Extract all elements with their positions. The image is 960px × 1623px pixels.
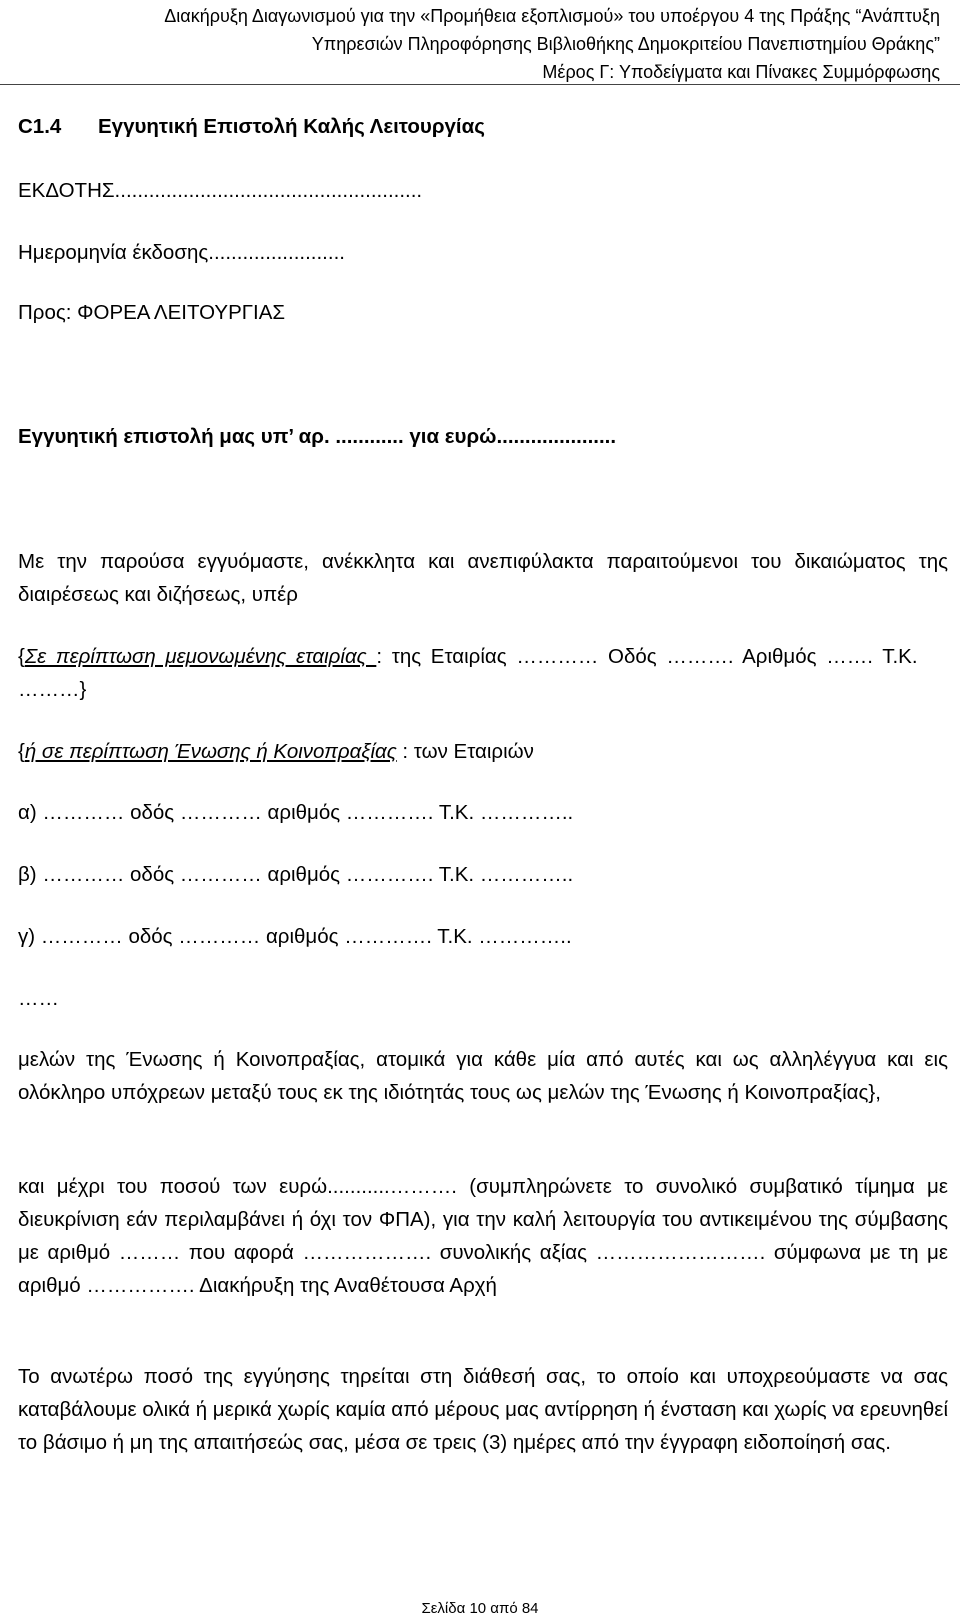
single-company-label: Σε περίπτωση μεμονωμένης εταιρίας bbox=[24, 645, 377, 668]
single-company-paragraph bbox=[18, 640, 918, 706]
union-details: : των Εταιριών bbox=[396, 740, 534, 763]
header-line-2: Υπηρεσιών Πληροφόρησης Βιβλιοθήκης Δημοκριτείου Πανεπιστημίου Θράκης” bbox=[311, 34, 940, 54]
union-paragraph bbox=[18, 735, 948, 768]
section-heading bbox=[18, 110, 948, 143]
header-divider bbox=[0, 84, 960, 85]
member-line-a: α) ………… οδός ………… αριθμός …………. Τ.Κ. ………….. bbox=[18, 801, 574, 824]
brace-open: { bbox=[18, 645, 25, 668]
brace-open: { bbox=[18, 740, 25, 763]
closing-paragraph: Το ανωτέρω ποσό της εγγύησης τηρείται στη διάθεσή σας, το οποίο και υποχρεούμαστε να σας καταβάλουμε ολικά ή μερικά χωρίς καμία από μέρους μας αντίρρηση ή ένσταση και χωρίς να ερευνηθεί το βάσιμο ή μη της απαιτήσεώς σας, μέσα σε τρεις (3) ημέρες από την έγγραφη ειδοποίησή σας. bbox=[18, 1365, 948, 1454]
issue-date-line: Ημερομηνία έκδοσης........................ bbox=[18, 241, 345, 264]
members-paragraph: μελών της Ένωσης ή Κοινοπραξίας, ατομικά για κάθε μία από αυτές και ως αλληλέγγυα και εις ολόκληρο υπόχρεων μεταξύ τους εκ της ιδιότητάς τους ως μελών της Ένωσης ή Κοινοπραξίας}, bbox=[18, 1048, 948, 1104]
member-line-b: β) ………… οδός ………… αριθμός …………. Τ.Κ. ………….. bbox=[18, 863, 574, 886]
intro-paragraph: Με την παρούσα εγγυόμαστε, ανέκκλητα και ανεπιφύλακτα παραιτούμενοι του δικαιώματος της διαιρέσεως και διζήσεως, υπέρ bbox=[18, 550, 948, 606]
issuer-line: ΕΚΔΟΤΗΣ...................................................... bbox=[18, 179, 423, 202]
union-label: ή σε περίπτωση Ένωσης ή Κοινοπραξίας bbox=[24, 740, 397, 763]
recipient-line: Προς: ΦΟΡΕΑ ΛΕΙΤΟΥΡΓΙΑΣ bbox=[18, 301, 286, 324]
section-number: C1.4 bbox=[18, 115, 62, 138]
ellipsis-line: …… bbox=[18, 987, 59, 1010]
page-header bbox=[20, 2, 940, 86]
letter-reference: Εγγυητική επιστολή μας υπ’ αρ. ............ για ευρώ..................... bbox=[18, 425, 617, 448]
page-number: Σελίδα 10 από 84 bbox=[421, 1600, 539, 1617]
section-title: Εγγυητική Επιστολή Καλής Λειτουργίας bbox=[98, 115, 485, 138]
header-line-1: Διακήρυξη Διαγωνισμού για την «Προμήθεια εξοπλισμού» του υποέργου 4 της Πράξης “Ανάπτυξη bbox=[164, 6, 940, 26]
single-company-details: : της Εταιρίας ………… Οδός ………. Αριθμός ……. Τ.Κ. ………} bbox=[18, 645, 918, 701]
header-line-3: Μέρος Γ: Υποδείγματα και Πίνακες Συμμόρφωσης bbox=[542, 62, 940, 82]
amount-paragraph: και μέχρι του ποσού των ευρώ...........………. (συμπληρώνετε το συνολικό συμβατικό τίμημα με διευκρίνιση εάν περιλαμβάνει ή όχι τον ΦΠΑ), για την καλή λειτουργία του αντικειμένου της σύμβασης με αριθμό ……… που αφορά ………………. συνολικής αξίας ……………………. σύμφωνα με τη με αριθμό ……………. Διακήρυξη της Αναθέτουσα Αρχή bbox=[18, 1175, 948, 1297]
member-line-c: γ) ………… οδός ………… αριθμός …………. Τ.Κ. ………….. bbox=[18, 925, 572, 948]
